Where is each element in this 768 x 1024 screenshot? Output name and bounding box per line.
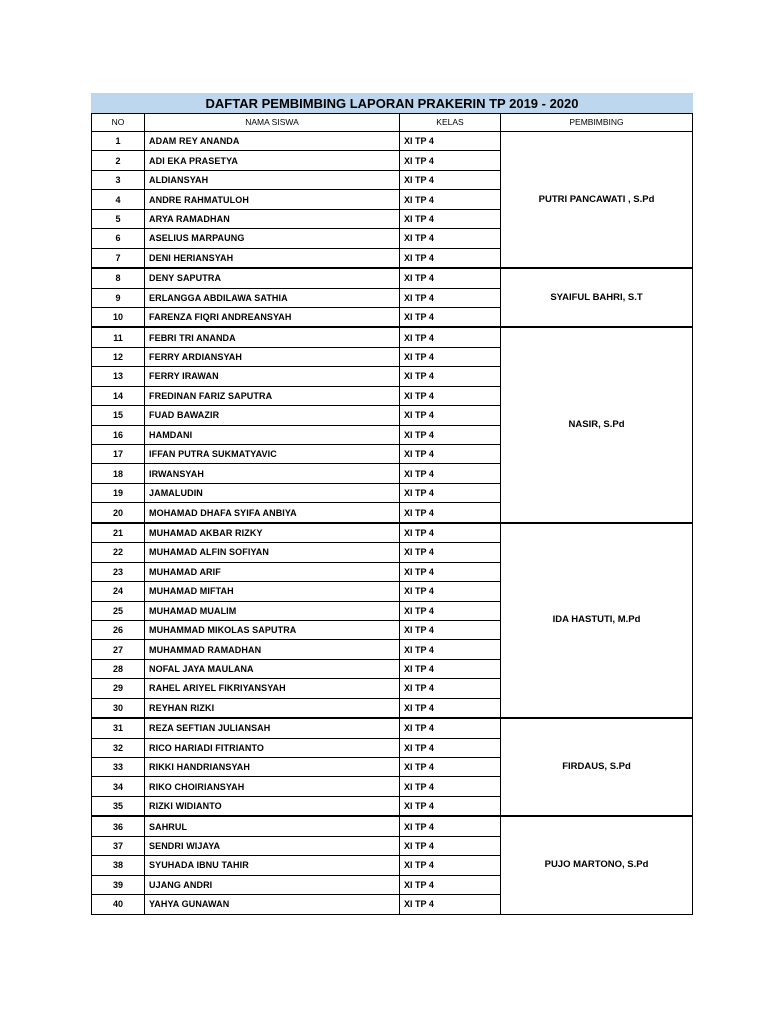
header-nama-siswa: NAMA SISWA — [145, 114, 400, 132]
cell-pembimbing: PUJO MARTONO, S.Pd — [501, 816, 693, 914]
header-row — [92, 114, 693, 132]
cell-nama-siswa: IRWANSYAH — [145, 464, 400, 483]
cell-kelas: XI TP 4 — [400, 425, 501, 444]
cell-kelas: XI TP 4 — [400, 796, 501, 816]
cell-kelas: XI TP 4 — [400, 523, 501, 543]
cell-no: 33 — [92, 758, 145, 777]
cell-nama-siswa: MUHAMAD ARIF — [145, 562, 400, 581]
cell-no: 10 — [92, 307, 145, 327]
cell-nama-siswa: DENY SAPUTRA — [145, 268, 400, 288]
cell-pembimbing: FIRDAUS, S.Pd — [501, 718, 693, 816]
cell-no: 18 — [92, 464, 145, 483]
cell-kelas: XI TP 4 — [400, 268, 501, 288]
cell-nama-siswa: ERLANGGA ABDILAWA SATHIA — [145, 288, 400, 307]
cell-pembimbing: PUTRI PANCAWATI , S.Pd — [501, 132, 693, 269]
cell-kelas: XI TP 4 — [400, 698, 501, 718]
cell-kelas: XI TP 4 — [400, 758, 501, 777]
cell-kelas: XI TP 4 — [400, 288, 501, 307]
cell-nama-siswa: FERRY IRAWAN — [145, 367, 400, 386]
table-row — [92, 268, 693, 288]
cell-nama-siswa: ANDRE RAHMATULOH — [145, 190, 400, 209]
cell-nama-siswa: YAHYA GUNAWAN — [145, 895, 400, 914]
cell-no: 23 — [92, 562, 145, 581]
cell-no: 6 — [92, 229, 145, 248]
cell-kelas: XI TP 4 — [400, 307, 501, 327]
table-row — [92, 816, 693, 836]
cell-nama-siswa: HAMDANI — [145, 425, 400, 444]
table-body — [92, 132, 693, 915]
title-row — [92, 94, 693, 114]
header-pembimbing: PEMBIMBING — [501, 114, 693, 132]
cell-nama-siswa: RIKKI HANDRIANSYAH — [145, 758, 400, 777]
cell-nama-siswa: REZA SEFTIAN JULIANSAH — [145, 718, 400, 738]
pembimbing-table — [91, 93, 693, 915]
cell-kelas: XI TP 4 — [400, 543, 501, 562]
cell-kelas: XI TP 4 — [400, 327, 501, 347]
table-title: DAFTAR PEMBIMBING LAPORAN PRAKERIN TP 2019 - 2020 — [92, 94, 693, 114]
cell-kelas: XI TP 4 — [400, 132, 501, 151]
cell-no: 9 — [92, 288, 145, 307]
cell-nama-siswa: ASELIUS MARPAUNG — [145, 229, 400, 248]
cell-nama-siswa: MUHAMAD ALFIN SOFIYAN — [145, 543, 400, 562]
cell-nama-siswa: ARYA RAMADHAN — [145, 209, 400, 228]
cell-kelas: XI TP 4 — [400, 503, 501, 523]
cell-kelas: XI TP 4 — [400, 190, 501, 209]
cell-no: 13 — [92, 367, 145, 386]
cell-kelas: XI TP 4 — [400, 895, 501, 914]
cell-kelas: XI TP 4 — [400, 659, 501, 678]
cell-kelas: XI TP 4 — [400, 601, 501, 620]
cell-no: 27 — [92, 640, 145, 659]
cell-kelas: XI TP 4 — [400, 738, 501, 757]
cell-nama-siswa: ADAM REY ANANDA — [145, 132, 400, 151]
cell-kelas: XI TP 4 — [400, 347, 501, 366]
cell-kelas: XI TP 4 — [400, 875, 501, 894]
cell-no: 22 — [92, 543, 145, 562]
cell-nama-siswa: FREDINAN FARIZ SAPUTRA — [145, 386, 400, 405]
cell-nama-siswa: REYHAN RIZKI — [145, 698, 400, 718]
cell-no: 5 — [92, 209, 145, 228]
cell-no: 19 — [92, 483, 145, 502]
cell-no: 4 — [92, 190, 145, 209]
cell-nama-siswa: FUAD BAWAZIR — [145, 406, 400, 425]
cell-no: 28 — [92, 659, 145, 678]
cell-no: 14 — [92, 386, 145, 405]
cell-kelas: XI TP 4 — [400, 777, 501, 796]
cell-kelas: XI TP 4 — [400, 464, 501, 483]
cell-kelas: XI TP 4 — [400, 248, 501, 268]
cell-no: 11 — [92, 327, 145, 347]
cell-kelas: XI TP 4 — [400, 367, 501, 386]
cell-kelas: XI TP 4 — [400, 406, 501, 425]
cell-nama-siswa: NOFAL JAYA MAULANA — [145, 659, 400, 678]
cell-no: 32 — [92, 738, 145, 757]
cell-kelas: XI TP 4 — [400, 209, 501, 228]
cell-nama-siswa: FERRY ARDIANSYAH — [145, 347, 400, 366]
cell-no: 35 — [92, 796, 145, 816]
cell-no: 16 — [92, 425, 145, 444]
header-no: NO — [92, 114, 145, 132]
cell-nama-siswa: MUHAMMAD RAMADHAN — [145, 640, 400, 659]
cell-no: 24 — [92, 582, 145, 601]
cell-nama-siswa: FARENZA FIQRI ANDREANSYAH — [145, 307, 400, 327]
cell-no: 25 — [92, 601, 145, 620]
cell-kelas: XI TP 4 — [400, 483, 501, 502]
cell-no: 21 — [92, 523, 145, 543]
cell-no: 34 — [92, 777, 145, 796]
cell-nama-siswa: JAMALUDIN — [145, 483, 400, 502]
cell-nama-siswa: DENI HERIANSYAH — [145, 248, 400, 268]
cell-no: 17 — [92, 445, 145, 464]
cell-kelas: XI TP 4 — [400, 582, 501, 601]
cell-no: 39 — [92, 875, 145, 894]
cell-kelas: XI TP 4 — [400, 718, 501, 738]
cell-nama-siswa: RIZKI WIDIANTO — [145, 796, 400, 816]
cell-nama-siswa: RAHEL ARIYEL FIKRIYANSYAH — [145, 679, 400, 698]
table-row — [92, 327, 693, 347]
cell-kelas: XI TP 4 — [400, 229, 501, 248]
cell-nama-siswa: ALDIANSYAH — [145, 170, 400, 189]
cell-nama-siswa: SAHRUL — [145, 816, 400, 836]
cell-no: 37 — [92, 836, 145, 855]
cell-no: 12 — [92, 347, 145, 366]
cell-kelas: XI TP 4 — [400, 386, 501, 405]
cell-kelas: XI TP 4 — [400, 856, 501, 875]
cell-nama-siswa: MUHAMAD MUALIM — [145, 601, 400, 620]
cell-nama-siswa: RIKO CHOIRIANSYAH — [145, 777, 400, 796]
cell-nama-siswa: MUHAMAD MIFTAH — [145, 582, 400, 601]
cell-pembimbing: SYAIFUL BAHRI, S.T — [501, 268, 693, 327]
cell-no: 2 — [92, 151, 145, 170]
header-kelas: KELAS — [400, 114, 501, 132]
cell-nama-siswa: RICO HARIADI FITRIANTO — [145, 738, 400, 757]
table-row — [92, 132, 693, 151]
cell-no: 36 — [92, 816, 145, 836]
cell-nama-siswa: MUHAMMAD MIKOLAS SAPUTRA — [145, 620, 400, 639]
cell-kelas: XI TP 4 — [400, 562, 501, 581]
cell-kelas: XI TP 4 — [400, 620, 501, 639]
cell-no: 8 — [92, 268, 145, 288]
cell-no: 29 — [92, 679, 145, 698]
cell-no: 7 — [92, 248, 145, 268]
cell-kelas: XI TP 4 — [400, 836, 501, 855]
cell-nama-siswa: SENDRI WIJAYA — [145, 836, 400, 855]
cell-nama-siswa: MOHAMAD DHAFA SYIFA ANBIYA — [145, 503, 400, 523]
cell-pembimbing: IDA HASTUTI, M.Pd — [501, 523, 693, 718]
cell-kelas: XI TP 4 — [400, 445, 501, 464]
cell-no: 26 — [92, 620, 145, 639]
cell-nama-siswa: FEBRI TRI ANANDA — [145, 327, 400, 347]
table-row — [92, 523, 693, 543]
cell-nama-siswa: ADI EKA PRASETYA — [145, 151, 400, 170]
cell-no: 30 — [92, 698, 145, 718]
worksheet — [91, 93, 692, 915]
cell-no: 3 — [92, 170, 145, 189]
table-row — [92, 718, 693, 738]
cell-kelas: XI TP 4 — [400, 816, 501, 836]
cell-no: 1 — [92, 132, 145, 151]
cell-no: 20 — [92, 503, 145, 523]
cell-kelas: XI TP 4 — [400, 151, 501, 170]
cell-no: 15 — [92, 406, 145, 425]
cell-nama-siswa: IFFAN PUTRA SUKMATYAVIC — [145, 445, 400, 464]
cell-nama-siswa: MUHAMAD AKBAR RIZKY — [145, 523, 400, 543]
cell-no: 40 — [92, 895, 145, 914]
cell-no: 31 — [92, 718, 145, 738]
cell-nama-siswa: UJANG ANDRI — [145, 875, 400, 894]
cell-kelas: XI TP 4 — [400, 679, 501, 698]
cell-no: 38 — [92, 856, 145, 875]
cell-pembimbing: NASIR, S.Pd — [501, 327, 693, 522]
cell-kelas: XI TP 4 — [400, 640, 501, 659]
cell-kelas: XI TP 4 — [400, 170, 501, 189]
cell-nama-siswa: SYUHADA IBNU TAHIR — [145, 856, 400, 875]
